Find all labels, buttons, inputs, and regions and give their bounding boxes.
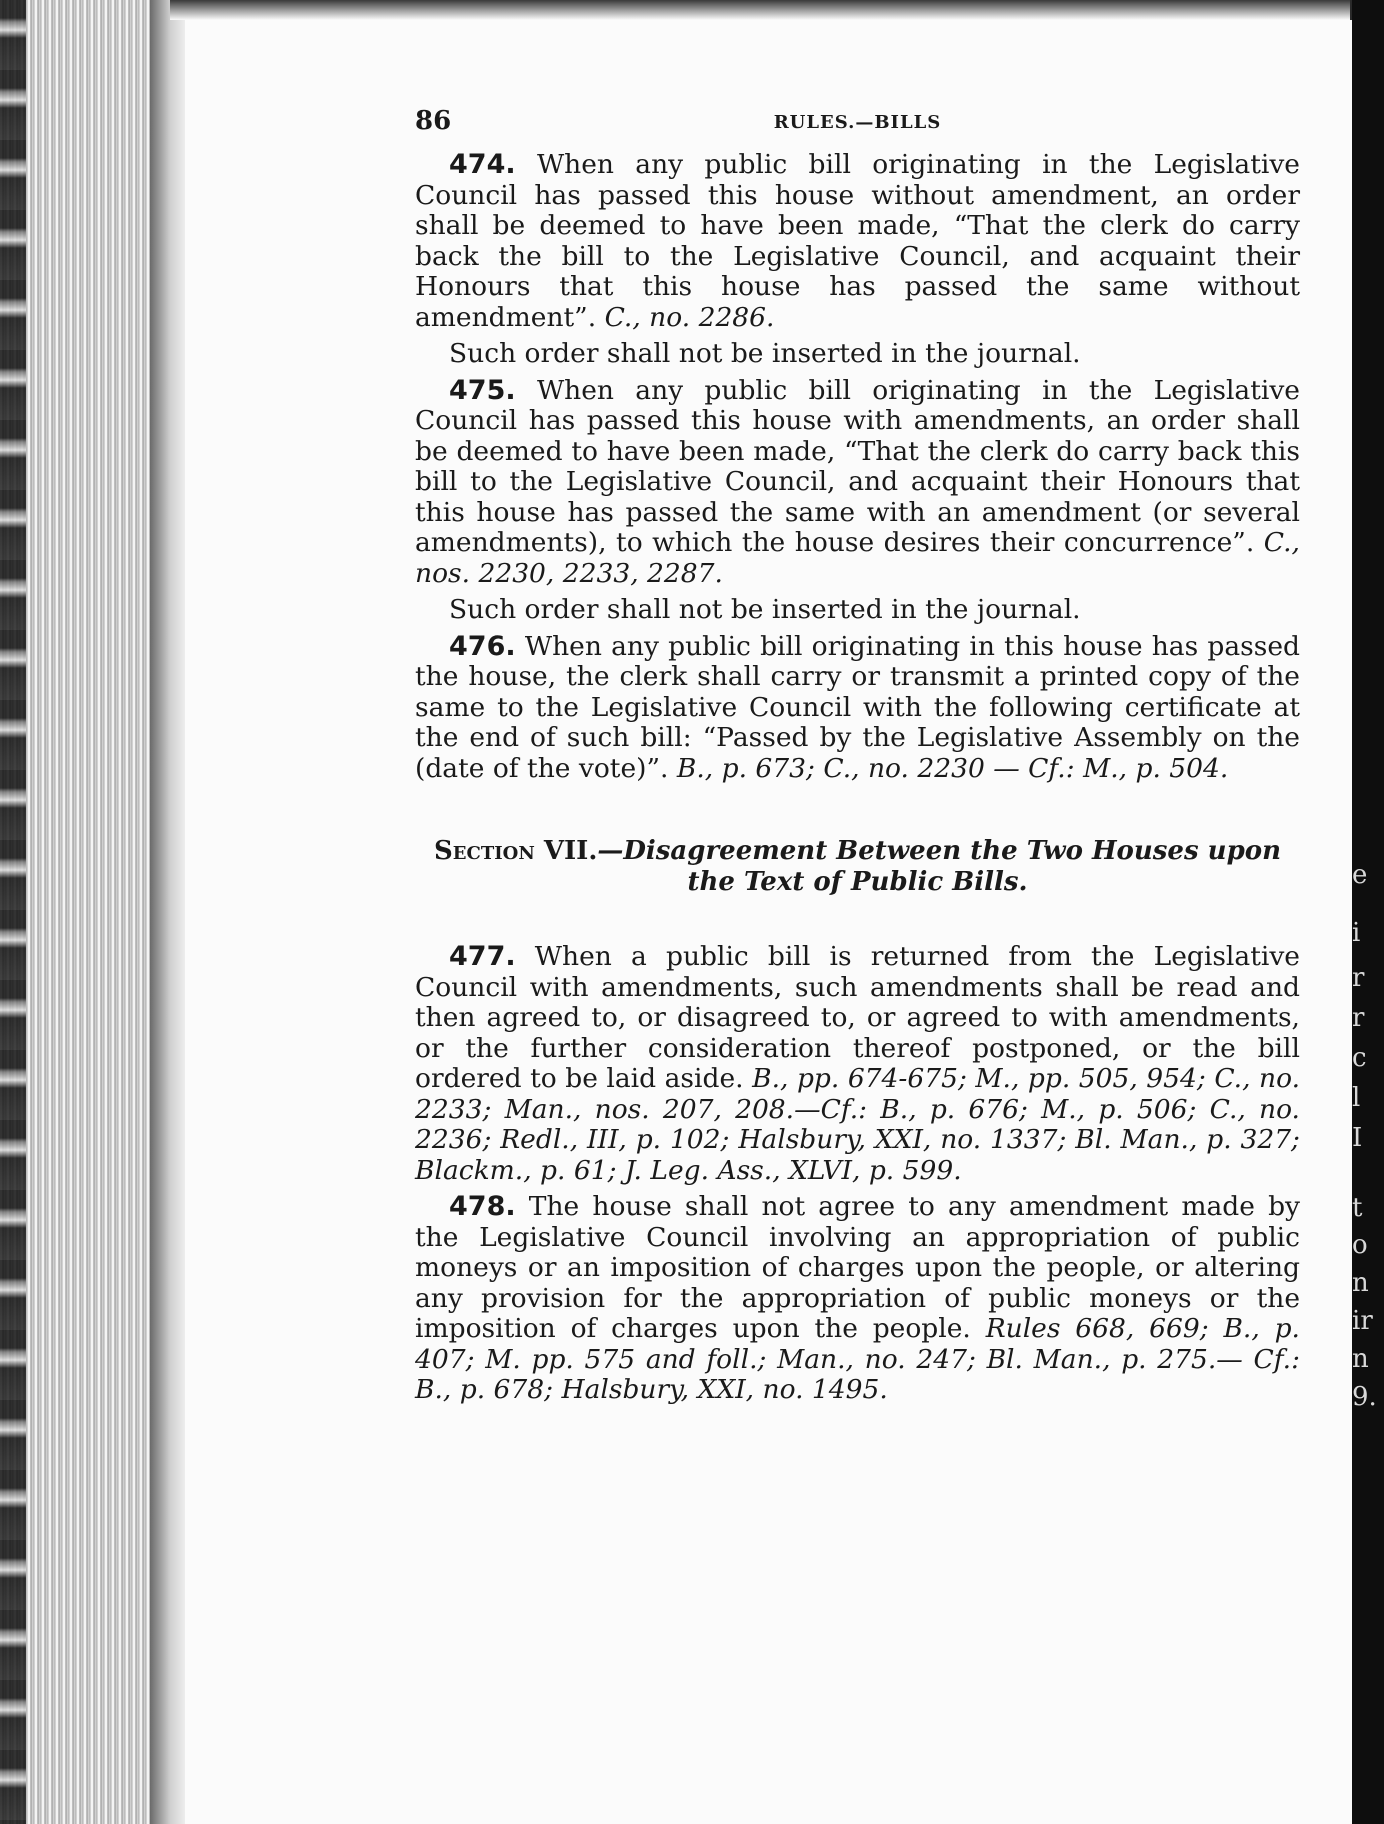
rule-474 bbox=[415, 150, 1300, 333]
facing-page-fragment: o bbox=[1352, 1230, 1368, 1260]
rule-477 bbox=[415, 942, 1300, 1186]
facing-page-fragment: t bbox=[1352, 1193, 1363, 1223]
section-heading bbox=[415, 836, 1300, 898]
facing-page-fragment: l bbox=[1352, 1083, 1361, 1113]
rule-note: Such order shall not be inserted in the journal. bbox=[449, 594, 1081, 625]
rule-text: When any public bill originating in this house has passed the house, the clerk shall carry or transmit a printed copy of the same to the Legislative Council with the following certificate at the end of such bill: “Passed by the Legislative Assembly on the (date of the vote)”. bbox=[415, 630, 1300, 784]
rule-number: 477. bbox=[449, 941, 516, 972]
facing-page-fragment: r bbox=[1352, 1003, 1365, 1033]
facing-page-fragment: 9. bbox=[1352, 1382, 1377, 1412]
rule-reference: B., p. 673; C., no. 2230 — Cf.: M., p. 504. bbox=[676, 752, 1229, 784]
text-column bbox=[415, 100, 1300, 1406]
top-shadow bbox=[170, 0, 1350, 20]
section-title: —Disagreement Between the Two Houses upon the Text of Public Bills. bbox=[597, 836, 1281, 897]
facing-page-fragment: c bbox=[1352, 1043, 1367, 1073]
rule-number: 474. bbox=[449, 149, 516, 180]
facing-page-fragment: i bbox=[1352, 918, 1361, 948]
facing-page-fragment: r bbox=[1352, 963, 1365, 993]
rule-number: 478. bbox=[449, 1191, 516, 1222]
facing-page-fragment: n bbox=[1352, 1268, 1369, 1298]
rule-text: When any public bill originating in the Legislative Council has passed this house without amendment, an order shall be deemed to have been made, “That the clerk do carry back the bill to the Legislative Council, and acquaint their Honours that this house has passed the same without amendment”. bbox=[415, 149, 1300, 333]
facing-page-fragment: n bbox=[1352, 1344, 1369, 1374]
facing-page-fragment: I bbox=[1352, 1123, 1363, 1153]
facing-page-fragment: ir bbox=[1352, 1306, 1373, 1336]
rule-476 bbox=[415, 632, 1300, 785]
rule-number: 475. bbox=[449, 374, 516, 406]
rule-text: The house shall not agree to any amendment made by the Legislative Council involving an appropriation of public moneys or an imposition of charges upon the people, or altering any provision for the appropriation of public moneys or the imposition of charges upon the people. bbox=[415, 1191, 1300, 1344]
rule-text: When any public bill originating in the Legislative Council has passed this house with amendments, an order shall be deemed to have been made, “That the clerk do carry back this bill to the Legislative Council, and acquaint their Honours that this house has passed the same with an amendment (or several amendments), to which the house desires their concurrence”. bbox=[415, 374, 1300, 558]
rule-475 bbox=[415, 376, 1300, 590]
section-label: Section VII. bbox=[434, 836, 598, 866]
rule-text: When a public bill is returned from the Legislative Council with amendments, such amendments shall be read and then agreed to, or disagreed to, or agreed to with amendments, or the further consideration thereof postponed, or the bill ordered to be laid aside. bbox=[415, 941, 1300, 1094]
running-head bbox=[415, 100, 1300, 142]
rule-reference: Rules 668, 669; B., p. 407; M. pp. 575 and foll.; Man., no. 247; Bl. Man., p. 275.— Cf.: B., p. 678; Halsbury, XXI, no. 1495. bbox=[415, 1313, 1300, 1405]
facing-page-fragment: e bbox=[1352, 860, 1368, 890]
page-number: 86 bbox=[415, 106, 452, 136]
rule-number: 476. bbox=[449, 630, 516, 662]
rule-note: Such order shall not be inserted in the journal. bbox=[449, 338, 1081, 369]
rule-reference: C., no. 2286. bbox=[604, 301, 775, 333]
rule-reference: B., pp. 674-675; M., pp. 505, 954; C., no. 2233; Man., nos. 207, 208.—Cf.: B., p. 676; M., p. 506; C., no. 2236; Redl., III, p. 102; Halsbury, XXI, no. 1337; Bl. Man., p. 327; Blackm., p. 61; J. Leg. Ass., XLVI, p. 599. bbox=[415, 1063, 1300, 1186]
facing-page-edge bbox=[1352, 0, 1384, 1824]
rule-reference: C., nos. 2230, 2233, 2287. bbox=[415, 527, 1300, 589]
gutter-shadow bbox=[150, 0, 190, 1824]
running-title: RULES.—BILLS bbox=[773, 112, 942, 133]
rule-478 bbox=[415, 1192, 1300, 1406]
book-page-edges bbox=[0, 0, 170, 1824]
